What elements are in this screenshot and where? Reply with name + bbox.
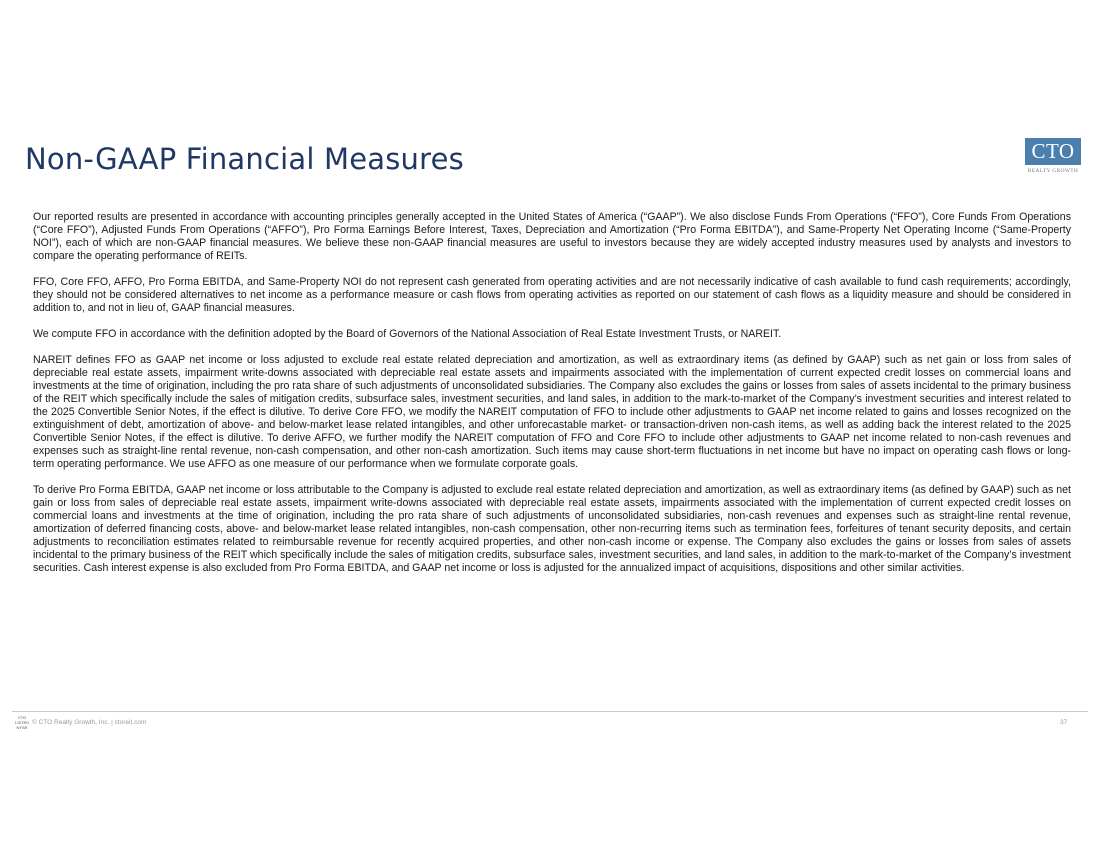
logo-subtitle: REALTY GROWTH	[1027, 168, 1079, 174]
footer-copyright: © CTO Realty Growth, Inc. | ctoreit.com	[32, 719, 147, 726]
footer-logo-line: CTO	[17, 715, 27, 720]
paragraph-nareit-definition: NAREIT defines FFO as GAAP net income or loss adjusted to exclude real estate related depreciation and amortization, as well as extraordinary items (as defined by GAAP) such as net gain or loss from sales of depreciable real estate assets, impairment write-downs associated with depreciable real estate assets and impairments associated with the implementation of current expected credit losses on commercial loans and investments at the time of origination, including the pro rata share of such adjustments of unconsolidated subsidiaries. The Company also excludes the gains or losses from sales of assets incidental to the primary business of the REIT which specifically include the sales of mitigation credits, subsurface sales, investment securities, and land sales, in addition to the mark-to-market of the Company’s investment securities and interest related to the 2025 Convertible Senior Notes, if the effect is dilutive. To derive Core FFO, we modify the NAREIT computation of FFO to include other adjustments to GAAP net income related to gains and losses recognized on the extinguishment of debt, amortization of above- and below-market lease related intangibles, and other unforecastable market- or transaction-driven non-cash items, as well as adding back the interest related to the 2025 Convertible Senior Notes, if the effect is dilutive. To derive AFFO, we further modify the NAREIT computation of FFO and Core FFO to include other adjustments to GAAP net income related to non-cash revenues and expenses such as straight-line rental revenue, non-cash compensation, and other non-cash amortization. Such items may cause short-term fluctuations in net income but have no impact on operating cash flows or long-term operating performance. We use AFFO as one measure of our performance when we formulate corporate goals.	[33, 354, 1071, 470]
paragraph-intro: Our reported results are presented in accordance with accounting principles generally accepted in the United States of America (“GAAP”). We also disclose Funds From Operations (“FFO”), Core Funds From Operations (“Core FFO”), Adjusted Funds From Operations (“AFFO”), Pro Forma Earnings Before Interest, Taxes, Depreciation and Amortization (“Pro Forma EBITDA”), and Same-Property Net Operating Income (“Same-Property NOI”), each of which are non-GAAP financial measures. We believe these non-GAAP financial measures are useful to investors because they are widely accepted industry measures used by analysts and investors to compare the operating performance of REITs.	[33, 211, 1071, 262]
nyse-listed-logo	[13, 715, 31, 731]
footer-divider	[12, 711, 1088, 712]
footer-logo-line: NYSE	[16, 725, 28, 730]
paragraph-nareit-compute: We compute FFO in accordance with the definition adopted by the Board of Governors of the National Association of Real Estate Investment Trusts, or NAREIT.	[33, 328, 782, 340]
body-text	[33, 211, 1071, 588]
paragraph-not-cash: FFO, Core FFO, AFFO, Pro Forma EBITDA, and Same-Property NOI do not represent cash generated from operating activities and are not necessarily indicative of cash available to fund cash requirements; accordingly, they should not be considered alternatives to net income as a performance measure or cash flows from operating activities as reported on our statement of cash flows as a liquidity measure and should be considered in addition to, and not in lieu of, GAAP financial measures.	[33, 276, 1071, 314]
page-title: Non-GAAP Financial Measures	[25, 142, 464, 176]
company-logo	[1025, 138, 1081, 176]
paragraph-pro-forma-ebitda: To derive Pro Forma EBITDA, GAAP net income or loss attributable to the Company is adjusted to exclude real estate related depreciation and amortization, as well as extraordinary items (as defined by GAAP) such as net gain or loss from sales of depreciable real estate assets, impairment write-downs associated with depreciable real estate assets, impairments associated with the implementation of current expected credit losses on commercial loans and investments at the time of origination, including the pro rata share of such adjustments of unconsolidated subsidiaries, non-cash revenues and expenses such as straight-line rental revenue, amortization of deferred financing costs, above- and below-market lease related intangibles, non-cash compensation, other non-recurring items such as termination fees, forfeitures of tenant security deposits, and certain adjustments to reconciliation estimates related to reimbursable revenue for recently acquired properties, and other non-cash income or expense. The Company also excludes the gains or losses from sales of assets incidental to the primary business of the REIT which specifically include the sales of mitigation credits, subsurface sales, investment securities, and land sales, in addition to the mark-to-market of the Company’s investment securities. Cash interest expense is also excluded from Pro Forma EBITDA, and GAAP net income or loss is adjusted for the annualized impact of acquisitions, dispositions and other similar activities.	[33, 484, 1071, 574]
page-number: 37	[1060, 719, 1068, 726]
logo-mark: CTO	[1025, 138, 1081, 165]
footer-logo-line: LISTED	[14, 720, 30, 725]
